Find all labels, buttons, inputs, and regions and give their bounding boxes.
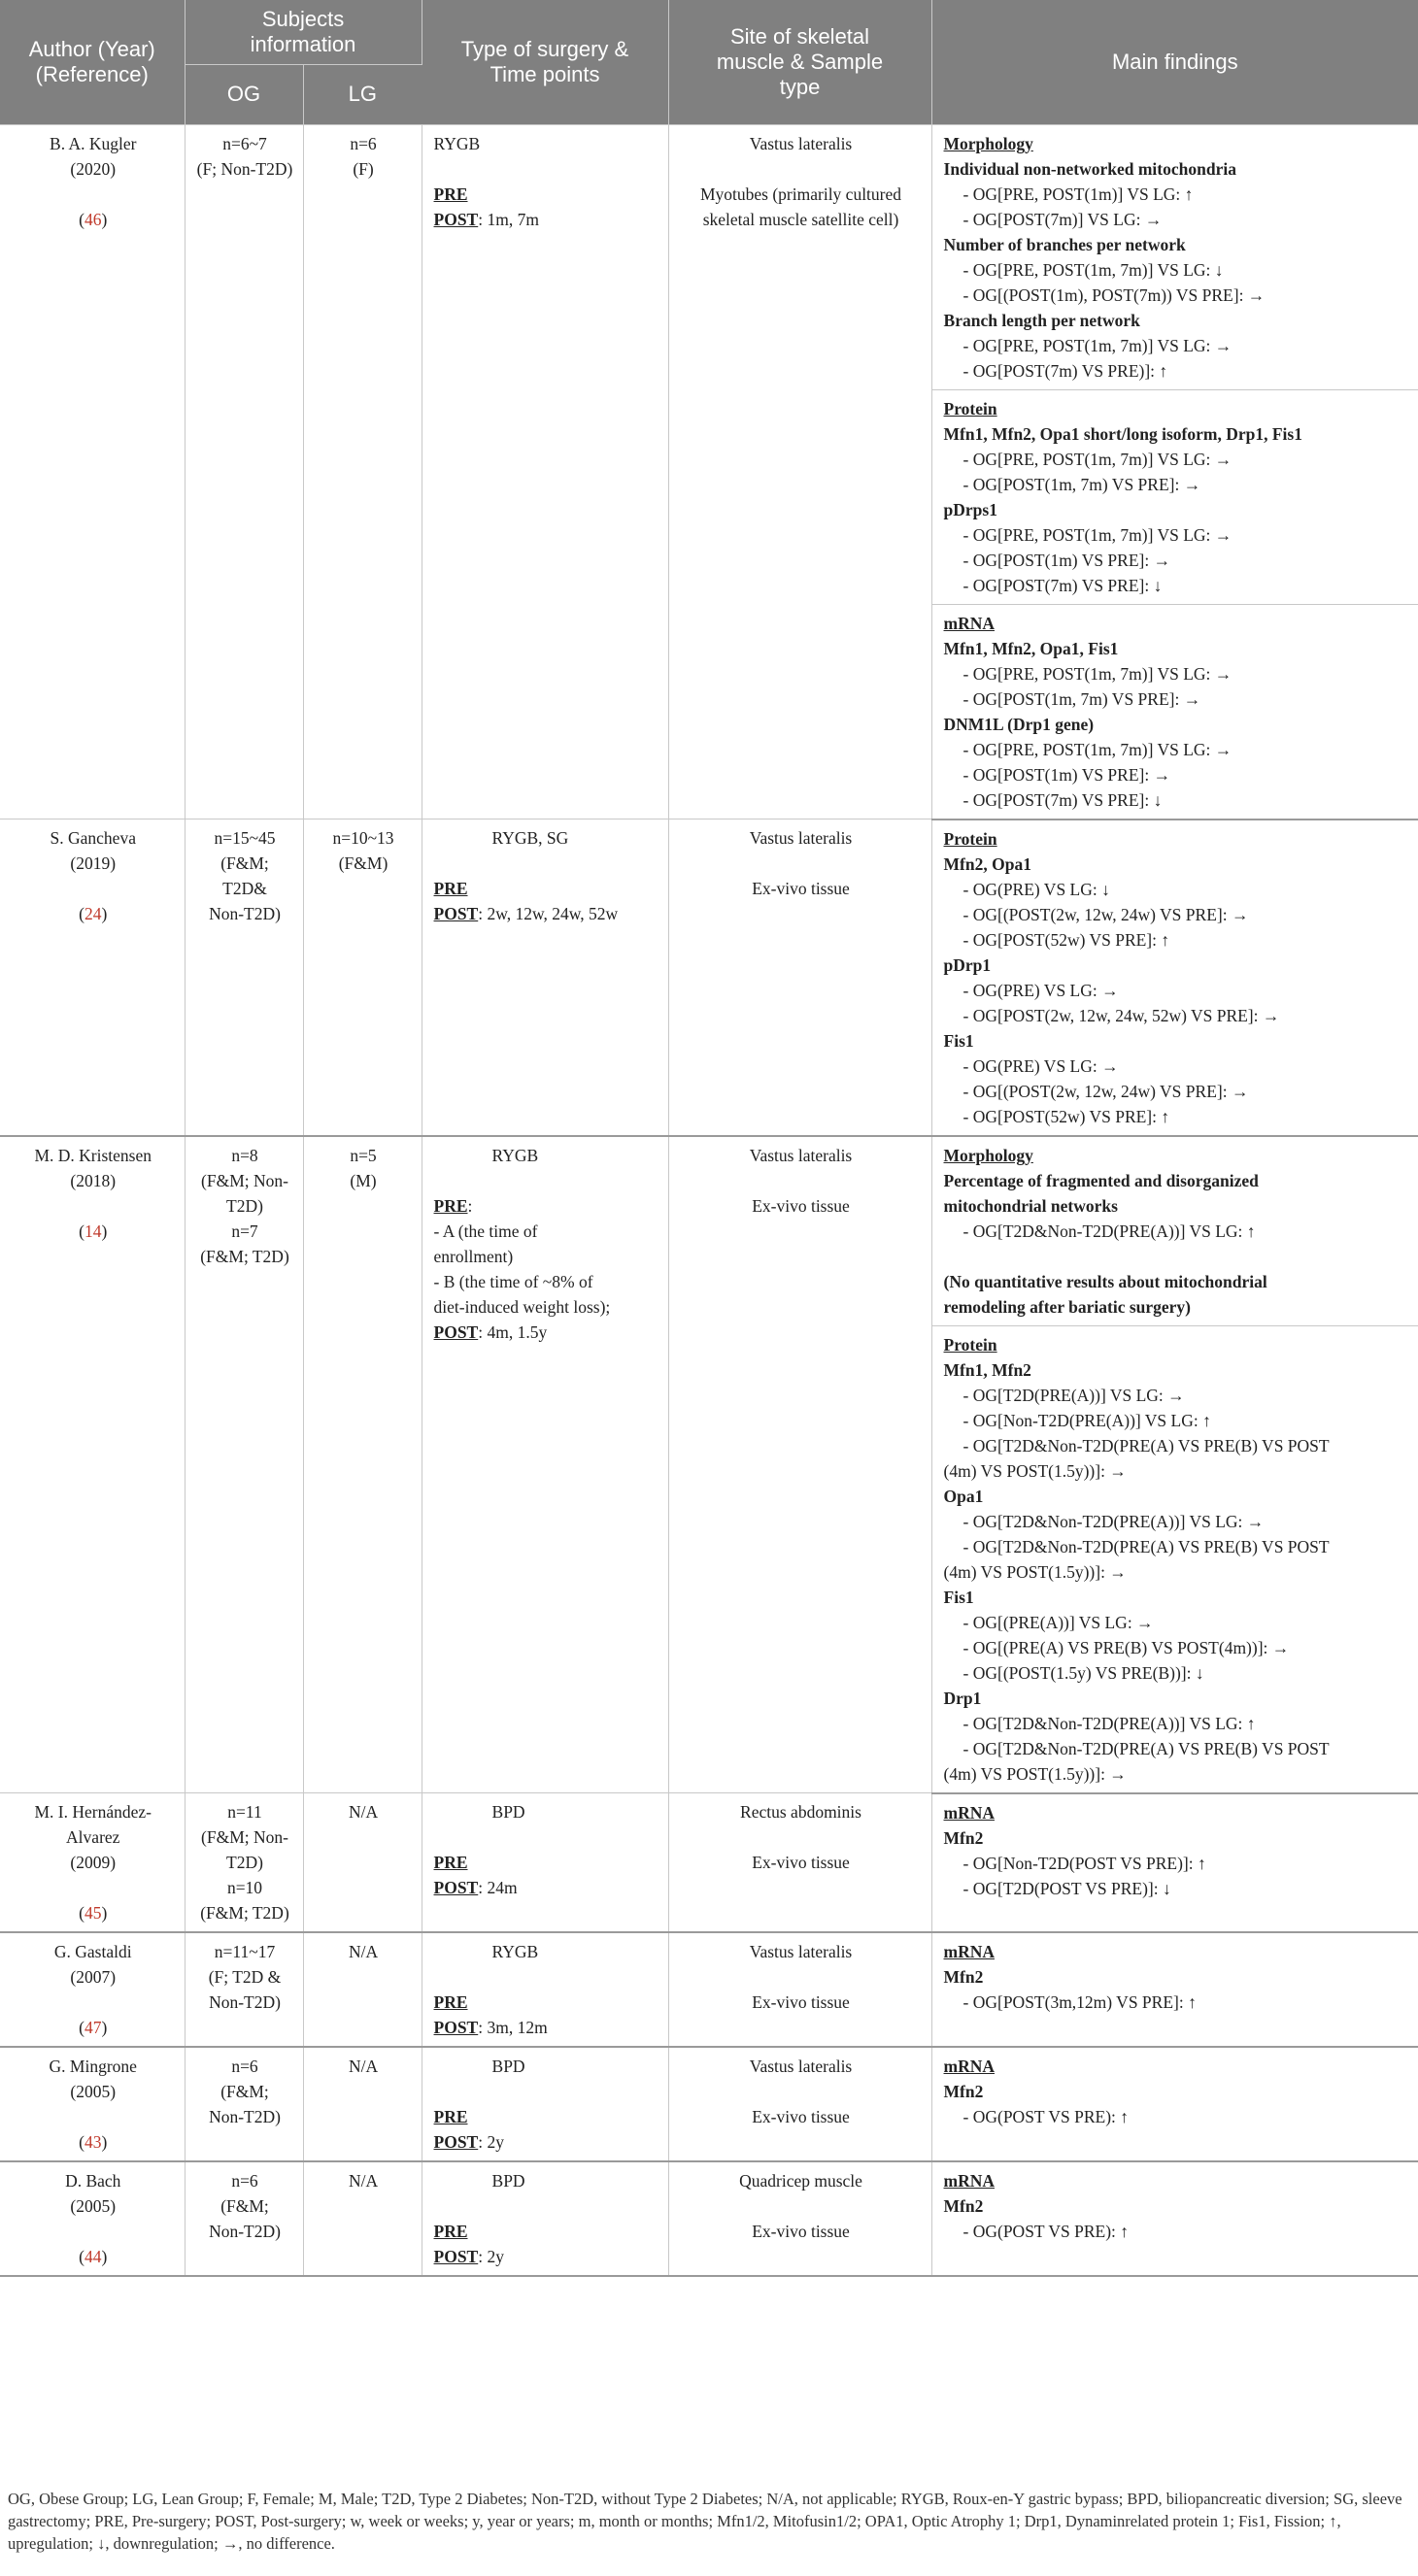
lg-cell <box>303 124 422 820</box>
findings-item: - OG[(PRE(A))] VS LG: → <box>962 1612 1154 1632</box>
reference-link[interactable]: 14 <box>84 1221 102 1241</box>
site-cell <box>668 1932 931 2047</box>
surgery-type: RYGB <box>491 1942 539 1961</box>
findings-item <box>944 1244 1409 1269</box>
og-info: (F; Non-T2D) <box>196 158 293 179</box>
pre-item: - B (the time of ~8% of <box>433 1271 593 1291</box>
pre-timepoint <box>434 182 658 207</box>
findings-category: Morphology <box>943 133 1033 153</box>
findings-item: - OG[POST(7m) VS PRE)]: ↑ <box>962 360 1168 381</box>
og-cell <box>185 1793 303 1933</box>
author-name: B. A. Kugler <box>50 133 137 153</box>
findings-item: - OG[Non-T2D(POST VS PRE)]: ↑ <box>962 1853 1206 1873</box>
lg-cell <box>303 1136 422 1793</box>
reference: (47) <box>79 2018 108 2037</box>
post-value: : 3m, 12m <box>478 2018 548 2037</box>
header-surgery: Type of surgery & Time points <box>422 0 668 124</box>
lg-cell <box>303 1793 422 1933</box>
muscle-site: Vastus lateralis <box>749 133 853 153</box>
spacer <box>434 1824 658 1850</box>
findings-item: - OG(PRE) VS LG: → <box>962 980 1119 1000</box>
lg-cell <box>303 820 422 1136</box>
findings-item: - OG[POST(1m) VS PRE]: → <box>962 764 1171 785</box>
findings-cell <box>931 1932 1418 2047</box>
sample-type: Ex-vivo tissue <box>752 2222 850 2241</box>
post-timepoint <box>434 2244 658 2269</box>
sample-type: Ex-vivo tissue <box>752 1195 850 1216</box>
og-info: Non-T2D) <box>209 1992 281 2012</box>
og-info: n=11 <box>227 1802 262 1822</box>
header-subjects: Subjects information <box>185 0 422 64</box>
og-cell <box>185 124 303 820</box>
publication-year: (2009) <box>70 1853 117 1872</box>
reference-link[interactable]: 43 <box>84 2132 102 2152</box>
author-cell <box>0 2161 185 2276</box>
findings-category: Protein <box>943 1334 997 1355</box>
pre-label: PRE <box>433 1992 468 2012</box>
pre-timepoint <box>434 1850 658 1875</box>
pre-label: PRE <box>433 2107 468 2126</box>
findings-item: - OG[(POST(2w, 12w, 24w) VS PRE]: → <box>962 1081 1249 1101</box>
og-info: Non-T2D) <box>209 2222 281 2241</box>
spacer <box>12 2104 175 2129</box>
publication-year: (2005) <box>70 2196 117 2216</box>
findings-item: - OG[T2D(PRE(A))] VS LG: → <box>962 1385 1185 1405</box>
publication-year: (2018) <box>70 1170 117 1190</box>
post-label: POST <box>433 904 479 923</box>
findings-item: - OG[T2D&Non-T2D(PRE(A))] VS LG: ↑ <box>962 1713 1256 1733</box>
lg-cell <box>303 2161 422 2276</box>
site-cell <box>668 2047 931 2161</box>
spacer <box>12 2219 175 2244</box>
sample-type: Ex-vivo tissue <box>752 1853 850 1872</box>
spacer <box>12 1193 175 1219</box>
muscle-site: Rectus abdominis <box>740 1802 861 1822</box>
spacer <box>12 182 175 207</box>
post-label: POST <box>433 209 479 229</box>
pre-timepoint <box>434 1990 658 2015</box>
findings-item: - OG[POST(2w, 12w, 24w, 52w) VS PRE]: → <box>962 1005 1280 1025</box>
og-cell <box>185 2161 303 2276</box>
table-row <box>0 1793 1418 1933</box>
post-value: : 1m, 7m <box>478 209 539 229</box>
findings-subheading: Branch length per network <box>943 310 1140 330</box>
header-lg: LG <box>303 64 422 124</box>
findings-item: - OG[PRE, POST(1m, 7m)] VS LG: → <box>962 449 1232 469</box>
publication-year: (2020) <box>70 158 117 179</box>
table-header <box>0 0 1418 124</box>
publication-year: (2007) <box>70 1967 117 1987</box>
pre-timepoint <box>434 2104 658 2129</box>
spacer <box>681 1168 922 1193</box>
findings-category: mRNA <box>943 613 996 633</box>
pre-timepoint <box>434 1193 658 1219</box>
lg-info: n=5 <box>350 1145 377 1165</box>
findings-subheading: Mfn1, Mfn2, Opa1 short/long isoform, Drp1, Fis1 <box>943 423 1302 444</box>
og-info: (F&M; <box>220 2082 269 2101</box>
findings-subheading: (No quantitative results about mitochondrial <box>943 1271 1267 1291</box>
findings-subheading: Mfn2 <box>943 1967 984 1987</box>
muscle-site: Vastus lateralis <box>749 2057 853 2076</box>
findings-cell <box>931 1136 1418 1326</box>
findings-item: - OG[T2D&Non-T2D(PRE(A) VS PRE(B) VS POST <box>962 1435 1330 1455</box>
findings-subheading: pDrp1 <box>943 954 992 975</box>
findings-item: - OG[T2D&Non-T2D(PRE(A))] VS LG: → <box>962 1511 1265 1531</box>
spacer <box>681 1824 922 1850</box>
findings-subheading: Mfn2 <box>943 2082 984 2101</box>
pre-item: enrollment) <box>433 1246 514 1266</box>
findings-subheading: Percentage of fragmented and disorganized <box>943 1170 1259 1190</box>
lg-cell <box>303 1932 422 2047</box>
post-label: POST <box>433 1878 479 1897</box>
og-info: n=11~17 <box>214 1942 276 1961</box>
og-info: (F; T2D & <box>208 1967 282 1987</box>
pre-item: diet-induced weight loss); <box>433 1296 611 1317</box>
muscle-site: Quadricep muscle <box>739 2171 862 2191</box>
post-label: POST <box>433 1321 479 1342</box>
findings-item: - OG[POST(1m, 7m) VS PRE]: → <box>962 474 1201 494</box>
og-info: n=15~45 <box>214 828 276 848</box>
spacer <box>681 851 922 876</box>
site-cell <box>668 1793 931 1933</box>
post-timepoint <box>434 1320 658 1345</box>
findings-subheading: Drp1 <box>943 1688 982 1708</box>
reference: (24) <box>79 904 108 923</box>
pre-label: PRE <box>433 2222 468 2241</box>
post-value: : 24m <box>478 1878 518 1897</box>
findings-item: - OG(PRE) VS LG: → <box>962 1055 1119 1076</box>
findings-item: - OG(POST VS PRE): ↑ <box>962 2107 1130 2126</box>
findings-item: - OG[(POST(1.5y) VS PRE(B))]: ↓ <box>962 1662 1204 1683</box>
findings-item: - OG[Non-T2D(PRE(A))] VS LG: ↑ <box>962 1410 1211 1430</box>
spacer <box>12 1990 175 2015</box>
author-name: M. I. Hernández- <box>34 1802 152 1822</box>
findings-cell <box>931 820 1418 1136</box>
findings-category: mRNA <box>943 1802 996 1823</box>
findings-subheading: Mfn1, Mfn2, Opa1, Fis1 <box>943 638 1119 658</box>
og-info: n=6 <box>231 2171 258 2191</box>
surgery-type: RYGB, SG <box>491 828 569 848</box>
findings-item: - OG[(PRE(A) VS PRE(B) VS POST(4m))]: → <box>962 1637 1290 1657</box>
findings-subheading: Fis1 <box>943 1030 974 1051</box>
lg-info: (F) <box>353 158 374 179</box>
og-info: (F&M; Non- <box>201 1170 288 1190</box>
findings-item: - OG[POST(7m) VS PRE]: ↓ <box>962 575 1163 595</box>
spacer <box>434 2079 658 2104</box>
findings-subheading: Fis1 <box>943 1587 974 1607</box>
findings-item: - OG[POST(52w) VS PRE]: ↑ <box>962 929 1170 950</box>
surgery-type: BPD <box>491 2057 525 2076</box>
og-info: n=10 <box>226 1878 263 1897</box>
surgery-cell <box>422 1932 668 2047</box>
findings-item: - OG[T2D&Non-T2D(PRE(A) VS PRE(B) VS POST <box>962 1536 1330 1556</box>
post-value: : 2w, 12w, 24w, 52w <box>478 904 619 923</box>
spacer <box>12 1875 175 1900</box>
findings-item: - OG(POST VS PRE): ↑ <box>962 2222 1130 2241</box>
lg-info: N/A <box>348 2057 379 2076</box>
og-info: (F&M; <box>220 2196 269 2216</box>
findings-cell <box>931 1793 1418 1933</box>
header-author: Author (Year) (Reference) <box>0 0 185 124</box>
spacer <box>681 2193 922 2219</box>
author-cell <box>0 2047 185 2161</box>
muscle-site: Vastus lateralis <box>749 828 853 848</box>
author-cell <box>0 1932 185 2047</box>
lg-info: N/A <box>348 2171 379 2191</box>
findings-subheading: Mfn2 <box>943 2196 984 2216</box>
og-info: n=8 <box>231 1145 258 1165</box>
post-label: POST <box>433 2132 479 2152</box>
spacer <box>12 876 175 901</box>
findings-category: Morphology <box>943 1145 1033 1165</box>
table-row <box>0 2161 1418 2276</box>
sample-type: Ex-vivo tissue <box>752 879 850 898</box>
lg-info: (F&M) <box>338 853 388 873</box>
og-info: n=6~7 <box>222 133 267 153</box>
lg-info: n=10~13 <box>332 828 394 848</box>
findings-subheading: Mfn2 <box>943 1827 984 1848</box>
findings-item: (4m) VS POST(1.5y))]: → <box>943 1460 1127 1481</box>
reference-link[interactable]: 47 <box>84 2018 102 2037</box>
author-name: G. Mingrone <box>49 2057 137 2076</box>
sample-type: Ex-vivo tissue <box>752 1992 850 2012</box>
findings-subheading: remodeling after bariatic surgery) <box>943 1296 1192 1317</box>
og-info: (F&M; Non- <box>201 1827 288 1847</box>
findings-item: - OG[POST(1m) VS PRE]: → <box>962 550 1171 570</box>
og-info: Non-T2D) <box>209 2107 281 2126</box>
sample-type: Myotubes (primarily cultured skeletal muscle satellite cell) <box>699 184 902 229</box>
og-info: (F&M; T2D) <box>200 1246 289 1266</box>
findings-item: - OG[PRE, POST(1m, 7m)] VS LG: → <box>962 335 1232 355</box>
findings-item: - OG[T2D(POST VS PRE)]: ↓ <box>962 1878 1171 1898</box>
surgery-type: RYGB <box>491 1145 539 1165</box>
pre-label: PRE <box>433 1853 468 1872</box>
pre-label: PRE <box>433 184 468 204</box>
table-row <box>0 1136 1418 1326</box>
lg-info: N/A <box>348 1802 379 1822</box>
site-cell <box>668 2161 931 2276</box>
post-timepoint <box>434 2129 658 2155</box>
findings-cell <box>931 124 1418 389</box>
findings-subheading: Individual non-networked mitochondria <box>943 158 1236 179</box>
post-value: : 2y <box>478 2247 504 2266</box>
findings-item: - OG[POST(52w) VS PRE]: ↑ <box>962 1106 1170 1126</box>
og-info: (F&M; T2D) <box>200 1903 289 1923</box>
lg-info: n=6 <box>350 133 377 153</box>
findings-item: - OG[(POST(1m), POST(7m)) VS PRE]: → <box>962 284 1266 305</box>
header-findings: Main findings <box>931 0 1418 124</box>
author-name: S. Gancheva <box>50 828 136 848</box>
findings-subheading: Opa1 <box>943 1486 984 1506</box>
og-cell <box>185 1136 303 1793</box>
lg-cell <box>303 2047 422 2161</box>
spacer <box>434 851 658 876</box>
post-label: POST <box>433 2018 479 2037</box>
header-site: Site of skeletal muscle & Sample type <box>668 0 931 124</box>
og-info: n=7 <box>231 1221 258 1241</box>
findings-cell <box>931 604 1418 820</box>
spacer <box>434 2193 658 2219</box>
reference: (46) <box>79 209 108 229</box>
publication-year: (2019) <box>70 853 117 873</box>
findings-subheading: Mfn1, Mfn2 <box>943 1359 1031 1380</box>
reference-link[interactable]: 44 <box>84 2247 102 2266</box>
author-cell <box>0 124 185 820</box>
table-row <box>0 1932 1418 2047</box>
findings-item: - OG[POST(7m)] VS LG: → <box>962 209 1163 229</box>
og-info: T2D) <box>226 1853 263 1872</box>
og-cell <box>185 820 303 1136</box>
site-cell <box>668 124 931 820</box>
sample-type: Ex-vivo tissue <box>752 2107 850 2126</box>
reference: (44) <box>79 2247 108 2266</box>
findings-subheading: Number of branches per network <box>943 234 1186 254</box>
pre-colon: : <box>467 1195 473 1216</box>
reference: (14) <box>79 1221 108 1241</box>
surgery-cell <box>422 1136 668 1793</box>
publication-year: (2005) <box>70 2082 117 2101</box>
post-value: : 4m, 1.5y <box>478 1321 548 1342</box>
og-cell <box>185 2047 303 2161</box>
surgery-cell <box>422 2161 668 2276</box>
table-body <box>0 124 1418 2276</box>
post-timepoint <box>434 2015 658 2040</box>
muscle-site: Vastus lateralis <box>749 1145 853 1165</box>
muscle-site: Vastus lateralis <box>749 1942 853 1961</box>
post-value: : 2y <box>478 2132 504 2152</box>
findings-cell <box>931 1325 1418 1793</box>
post-label: POST <box>433 2247 479 2266</box>
site-cell <box>668 820 931 1136</box>
surgery-type: BPD <box>491 1802 525 1822</box>
site-cell <box>668 1136 931 1793</box>
findings-subheading: DNM1L (Drp1 gene) <box>943 714 1095 734</box>
findings-item: (4m) VS POST(1.5y))]: → <box>943 1763 1127 1784</box>
spacer <box>434 1964 658 1990</box>
spacer <box>434 1168 658 1193</box>
spacer <box>681 1964 922 1990</box>
findings-item: - OG[PRE, POST(1m, 7m)] VS LG: → <box>962 524 1232 545</box>
surgery-type: BPD <box>491 2171 525 2191</box>
table-row <box>0 124 1418 389</box>
og-info: Non-T2D) <box>209 904 281 923</box>
spacer <box>434 156 658 182</box>
author-cell <box>0 1793 185 1933</box>
table-row <box>0 2047 1418 2161</box>
findings-category: mRNA <box>943 2171 996 2191</box>
table-row <box>0 820 1418 1136</box>
header-og: OG <box>185 64 303 124</box>
surgery-type: RYGB <box>433 133 481 153</box>
og-info: (F&M; T2D& <box>220 853 269 898</box>
reference-link[interactable]: 24 <box>84 904 102 923</box>
findings-item: - OG[T2D&Non-T2D(PRE(A) VS PRE(B) VS POST <box>962 1738 1330 1758</box>
reference-link[interactable]: 45 <box>84 1903 102 1923</box>
post-timepoint <box>434 207 658 232</box>
findings-category: Protein <box>943 398 997 418</box>
reference: (45) <box>79 1903 108 1923</box>
findings-category: Protein <box>943 828 997 849</box>
spacer <box>681 2079 922 2104</box>
pre-label: PRE <box>433 879 468 898</box>
findings-item: - OG[PRE, POST(1m, 7m)] VS LG: ↓ <box>962 259 1224 280</box>
author-name: G. Gastaldi <box>53 1942 132 1961</box>
author-cell <box>0 820 185 1136</box>
findings-category: mRNA <box>943 1942 996 1961</box>
og-info: T2D) <box>226 1195 263 1216</box>
findings-item: - OG[POST(3m,12m) VS PRE]: ↑ <box>962 1992 1197 2012</box>
findings-subheading: pDrps1 <box>943 499 997 519</box>
author-cell <box>0 1136 185 1793</box>
reference: (43) <box>79 2132 108 2152</box>
spacer <box>681 156 922 182</box>
findings-category: mRNA <box>943 2057 996 2076</box>
pre-item: - A (the time of <box>433 1221 538 1241</box>
table-footnote: OG, Obese Group; LG, Lean Group; F, Female; M, Male; T2D, Type 2 Diabetes; Non-T2D, without Type 2 Diabetes; N/A, not applicable; RYGB, Roux-en-Y gastric bypass; BPD, biliopancreatic diversion; SG, sleeve gastrectomy; PRE, Pre-surgery; POST, Post-surgery; w, week or weeks; y, year or years; m, month or months; Mfn1/2, Mitofusin1/2; OPA1, Optic Atrophy 1; Drp1, Dynaminrelated protein 1; Fis1, Fission; ↑, upregulation; ↓, downregulation; →, no difference. <box>8 2490 1402 2553</box>
post-timepoint <box>434 901 658 926</box>
findings-item: - OG[PRE, POST(1m, 7m)] VS LG: → <box>962 663 1232 684</box>
findings-item: - OG[(POST(2w, 12w, 24w) VS PRE]: → <box>962 904 1249 924</box>
findings-subheading: mitochondrial networks <box>943 1195 1118 1216</box>
findings-subheading: Mfn2, Opa1 <box>943 853 1031 874</box>
reference-link[interactable]: 46 <box>84 209 102 229</box>
author-name-cont: Alvarez <box>66 1827 120 1847</box>
findings-cell <box>931 2161 1418 2276</box>
findings-cell <box>931 2047 1418 2161</box>
surgery-cell <box>422 2047 668 2161</box>
post-timepoint <box>434 1875 658 1900</box>
author-name: D. Bach <box>65 2171 121 2191</box>
surgery-cell <box>422 1793 668 1933</box>
og-info: n=6 <box>231 2057 258 2076</box>
author-name: M. D. Kristensen <box>34 1145 152 1165</box>
findings-item: - OG[PRE, POST(1m, 7m)] VS LG: → <box>962 739 1232 759</box>
findings-item: - OG[PRE, POST(1m)] VS LG: ↑ <box>962 184 1194 204</box>
lg-info: (M) <box>350 1170 377 1190</box>
findings-cell <box>931 389 1418 604</box>
pre-label: PRE <box>433 1195 468 1216</box>
surgery-cell <box>422 124 668 820</box>
findings-item: - OG(PRE) VS LG: ↓ <box>962 879 1110 899</box>
lg-info: N/A <box>348 1942 379 1961</box>
pre-timepoint <box>434 876 658 901</box>
findings-item: - OG[T2D&Non-T2D(PRE(A))] VS LG: ↑ <box>962 1221 1256 1241</box>
findings-item: - OG[POST(7m) VS PRE]: ↓ <box>962 789 1163 810</box>
findings-item: (4m) VS POST(1.5y))]: → <box>943 1561 1127 1582</box>
pre-timepoint <box>434 2219 658 2244</box>
surgery-cell <box>422 820 668 1136</box>
og-cell <box>185 1932 303 2047</box>
findings-item: - OG[POST(1m, 7m) VS PRE]: → <box>962 688 1201 709</box>
